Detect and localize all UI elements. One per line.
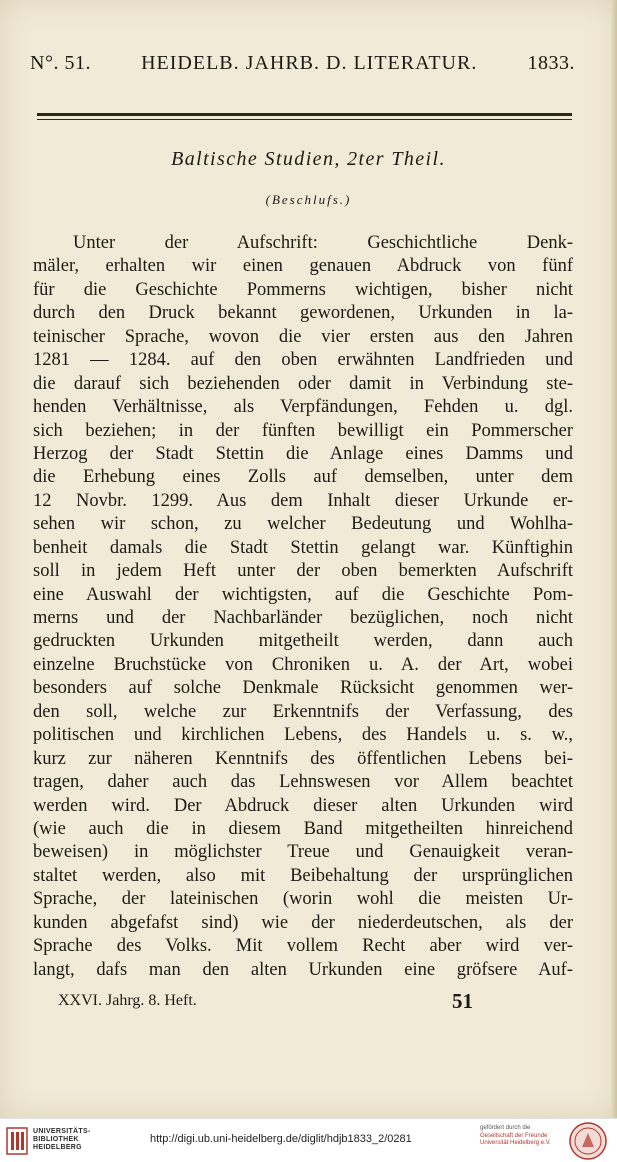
journal-title: HEIDELB. JAHRB. D. LITERATUR. (141, 52, 478, 74)
body-line: eine Auswahl der wichtigsten, auf die Geschichte Pom- (33, 584, 573, 605)
article-subtitle: (Beschlufs.) (265, 192, 352, 207)
body-text (33, 232, 573, 982)
sponsor-line: gefördert durch die (480, 1125, 531, 1131)
library-name-line: BIBLIOTHEK (33, 1136, 79, 1143)
body-line: henden Verhältnisse, als Verpfändungen, Fehden u. dgl. (33, 397, 573, 418)
sheet-signature: XXVI. Jahrg. 8. Heft. (58, 992, 197, 1009)
body-line: merns und der Nachbarländer bezüglichen, noch nicht (33, 608, 573, 628)
body-line: besonders auf solche Denkmale Rücksicht genommen wer- (33, 678, 573, 699)
body-line: kunden abgefafst sind) wie der niederdeutschen, als der (33, 912, 573, 933)
body-line: kurz zur näheren Kenntnifs des öffentlichen Lebens bei- (33, 748, 573, 769)
body-line: einzelne Bruchstücke von Chroniken u. A. der Art, wobei (33, 654, 573, 675)
body-line: mäler, erhalten wir einen genauen Abdruck von fünf (33, 256, 573, 277)
page-number: 51 (452, 989, 473, 1013)
body-line: benheit damals die Stadt Stettin gelangt war. Künftighin (33, 537, 573, 558)
body-line: durch den Druck bekannt gewordenen, Urkunden in la- (33, 303, 573, 324)
body-line: die darauf sich beziehenden oder damit in Verbindung ste- (33, 373, 573, 394)
body-line: gedruckten Urkunden mitgetheilt werden, dann auch (33, 631, 573, 652)
body-line: tragen, daher auch das Lehnswesen vor Allem beachtet (33, 772, 573, 793)
issue-number: N°. 51. (30, 52, 91, 74)
body-line: sich beziehen; in der fünften bewilligt ein Pommerscher (33, 420, 573, 441)
running-head (30, 52, 575, 75)
body-line: teinischer Sprache, wovon die vier ersten aus den Jahren (33, 326, 573, 347)
body-line: Sprache des Volks. Mit vollem Recht aber wird ver- (33, 936, 573, 957)
body-line: 12 Novbr. 1299. Aus dem Inhalt dieser Urkunde er- (33, 490, 573, 511)
sponsor-line: Gesellschaft der Freunde (480, 1132, 548, 1139)
body-line: beweisen) in möglichster Treue und Genauigkeit veran- (33, 842, 573, 863)
viewer-footer-bar (0, 1118, 617, 1162)
sponsor-line: Universität Heidelberg e.V. (480, 1140, 551, 1146)
sponsor-credit[interactable] (480, 1125, 560, 1148)
header-rule-thick (37, 113, 572, 116)
body-line: werden wird. Der Abdruck dieser alten Urkunden wird (33, 795, 573, 816)
body-line: Sprache, der lateinischen (worin wohl die meisten Ur- (33, 889, 573, 910)
body-line: Unter der Aufschrift: Geschichtliche Denk- (73, 233, 573, 253)
body-line: den soll, welche zur Erkenntnifs der Verfassung, des (33, 701, 573, 722)
university-seal-icon[interactable] (568, 1121, 608, 1161)
body-line: sehen wir schon, zu welcher Bedeutung und Wohlha- (33, 514, 573, 535)
library-name[interactable] (33, 1128, 91, 1152)
library-name-line: HEIDELBERG (33, 1144, 82, 1151)
body-line: soll in jedem Heft unter der oben bemerkten Aufschrift (33, 561, 573, 582)
publication-year: 1833. (527, 52, 575, 74)
library-name-line: UNIVERSITÄTS- (33, 1128, 91, 1135)
body-line: 1281 — 1284. auf den oben erwähnten Landfrieden und (33, 350, 573, 371)
university-library-logo-icon[interactable] (6, 1126, 28, 1156)
body-line: für die Geschichte Pommerns wichtigen, bisher nicht (33, 279, 573, 300)
header-rule-thin (37, 119, 572, 120)
permalink-url[interactable]: http://digi.ub.uni-heidelberg.de/diglit/hdjb1833_2/0281 (150, 1133, 412, 1145)
article-title: Baltische Studien, 2ter Theil. (171, 148, 446, 170)
body-line: staltet werden, also mit Beibehaltung der ursprünglichen (33, 865, 573, 886)
body-line: langt, dafs man den alten Urkunden eine gröfsere Auf- (33, 959, 573, 980)
body-line: die Erhebung eines Zolls auf demselben, unter dem (33, 467, 573, 488)
body-line: Herzog der Stadt Stettin die Anlage eines Damms und (33, 443, 573, 464)
body-line: (wie auch die in diesem Band mitgetheilten hinreichend (33, 818, 573, 839)
body-line: politischen und kirchlichen Lebens, des Handels u. s. w., (33, 725, 573, 746)
